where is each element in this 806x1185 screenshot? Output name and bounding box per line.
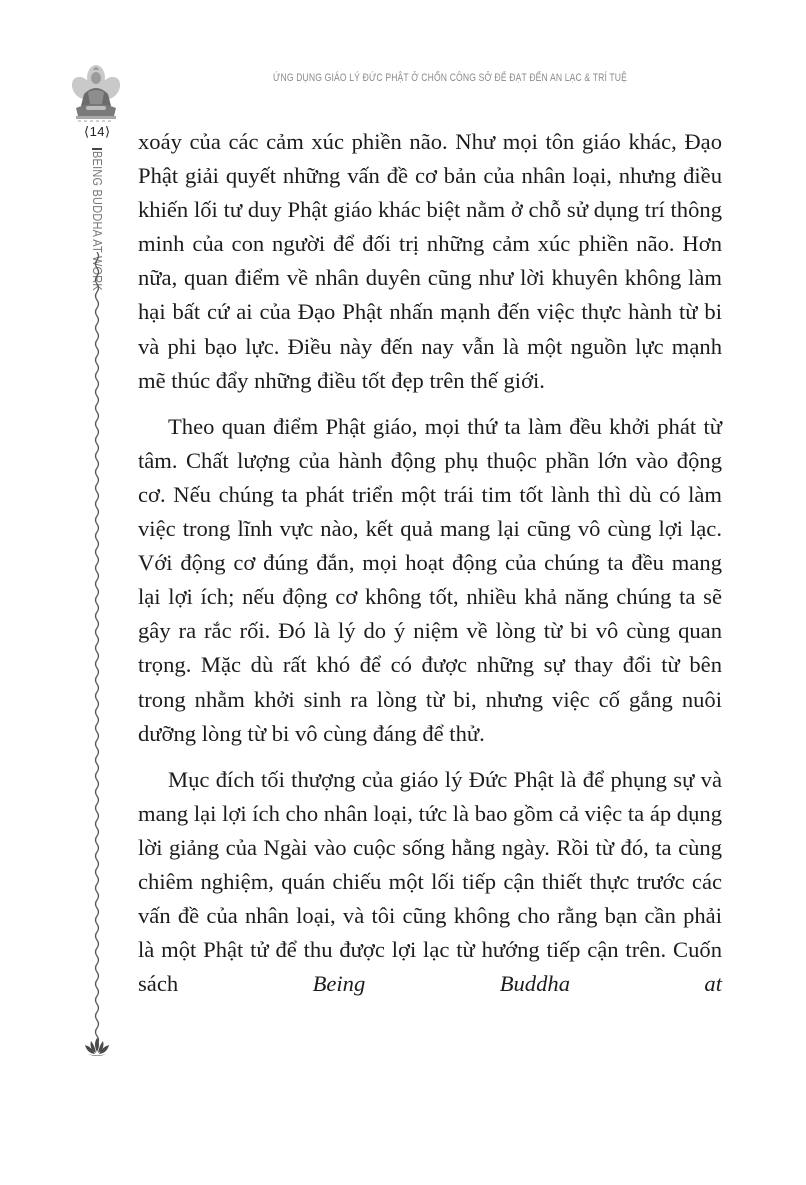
lotus-icon	[83, 1036, 111, 1058]
paragraph: xoáy của các cảm xúc phiền não. Như mọi tôn giáo khác, Đạo Phật giải quyết những vấn đề cơ bản của nhân loại, nhưng điều khiến lối tư duy Phật giáo khác biệt nằm ở chỗ sử dụng trí thông minh của con người để đối trị những cảm xúc phiền não. Hơn nữa, quan điểm về nhân duyên cũng như lời khuyên không làm hại bất cứ ai của Đạo Phật nhấn mạnh đến việc thực hành từ bi và phi bạo lực. Điều này đến nay vẫn là một nguồn lực mạnh mẽ thúc đẩy những điều tốt đẹp trên thế giới.	[138, 129, 722, 393]
side-title-marker	[92, 148, 102, 150]
wavy-vine-icon	[90, 252, 104, 1042]
page-number: ⟨14⟩	[84, 124, 111, 139]
running-header: ỨNG DỤNG GIÁO LÝ ĐỨC PHẬT Ở CHỐN CÔNG SỞ ĐỂ ĐẠT ĐẾN AN LẠC & TRÍ TUỆ	[273, 72, 627, 84]
side-book-title: BEING BUDDHA AT WORK	[90, 151, 105, 291]
paragraph-text: Mục đích tối thượng của giáo lý Đức Phật là để phụng sự và mang lại lợi ích cho nhân loại, tức là bao gồm cả việc ta áp dụng lời giảng của Ngài vào cuộc sống hằng ngày. Rồi từ đó, ta cùng chiêm nghiệm, quán chiếu một lối tiếp cận thiết thực trước các vấn đề của nhân loại, và tôi cũng không cho rằng bạn cần phải là một Phật tử để thu được lợi lạc từ hướng tiếp cận trên. Cuốn sách	[138, 766, 722, 997]
book-title-italic: Being Buddha at	[312, 971, 722, 997]
buddha-emblem-icon	[72, 64, 120, 124]
paragraph	[138, 763, 722, 1002]
body-text	[138, 125, 722, 1013]
paragraph: Theo quan điểm Phật giáo, mọi thứ ta làm đều khởi phát từ tâm. Chất lượng của hành động phụ thuộc phần lớn vào động cơ. Nếu chúng ta phát triển một trái tim tốt lành thì dù có làm việc trong lĩnh vực nào, kết quả mang lại cũng vô cùng lợi lạc. Với động cơ đúng đắn, mọi hoạt động của chúng ta đều mang lại lợi ích; nếu động cơ không tốt, nhiều khả năng chúng ta sẽ gây ra rắc rối. Đó là lý do ý niệm về lòng từ bi vô cùng quan trọng. Mặc dù rất khó để có được những sự thay đổi từ bên trong nhằm khởi sinh ra lòng từ bi, nhưng việc cố gắng nuôi dưỡng lòng từ bi vô cùng đáng để thử.	[138, 413, 722, 746]
